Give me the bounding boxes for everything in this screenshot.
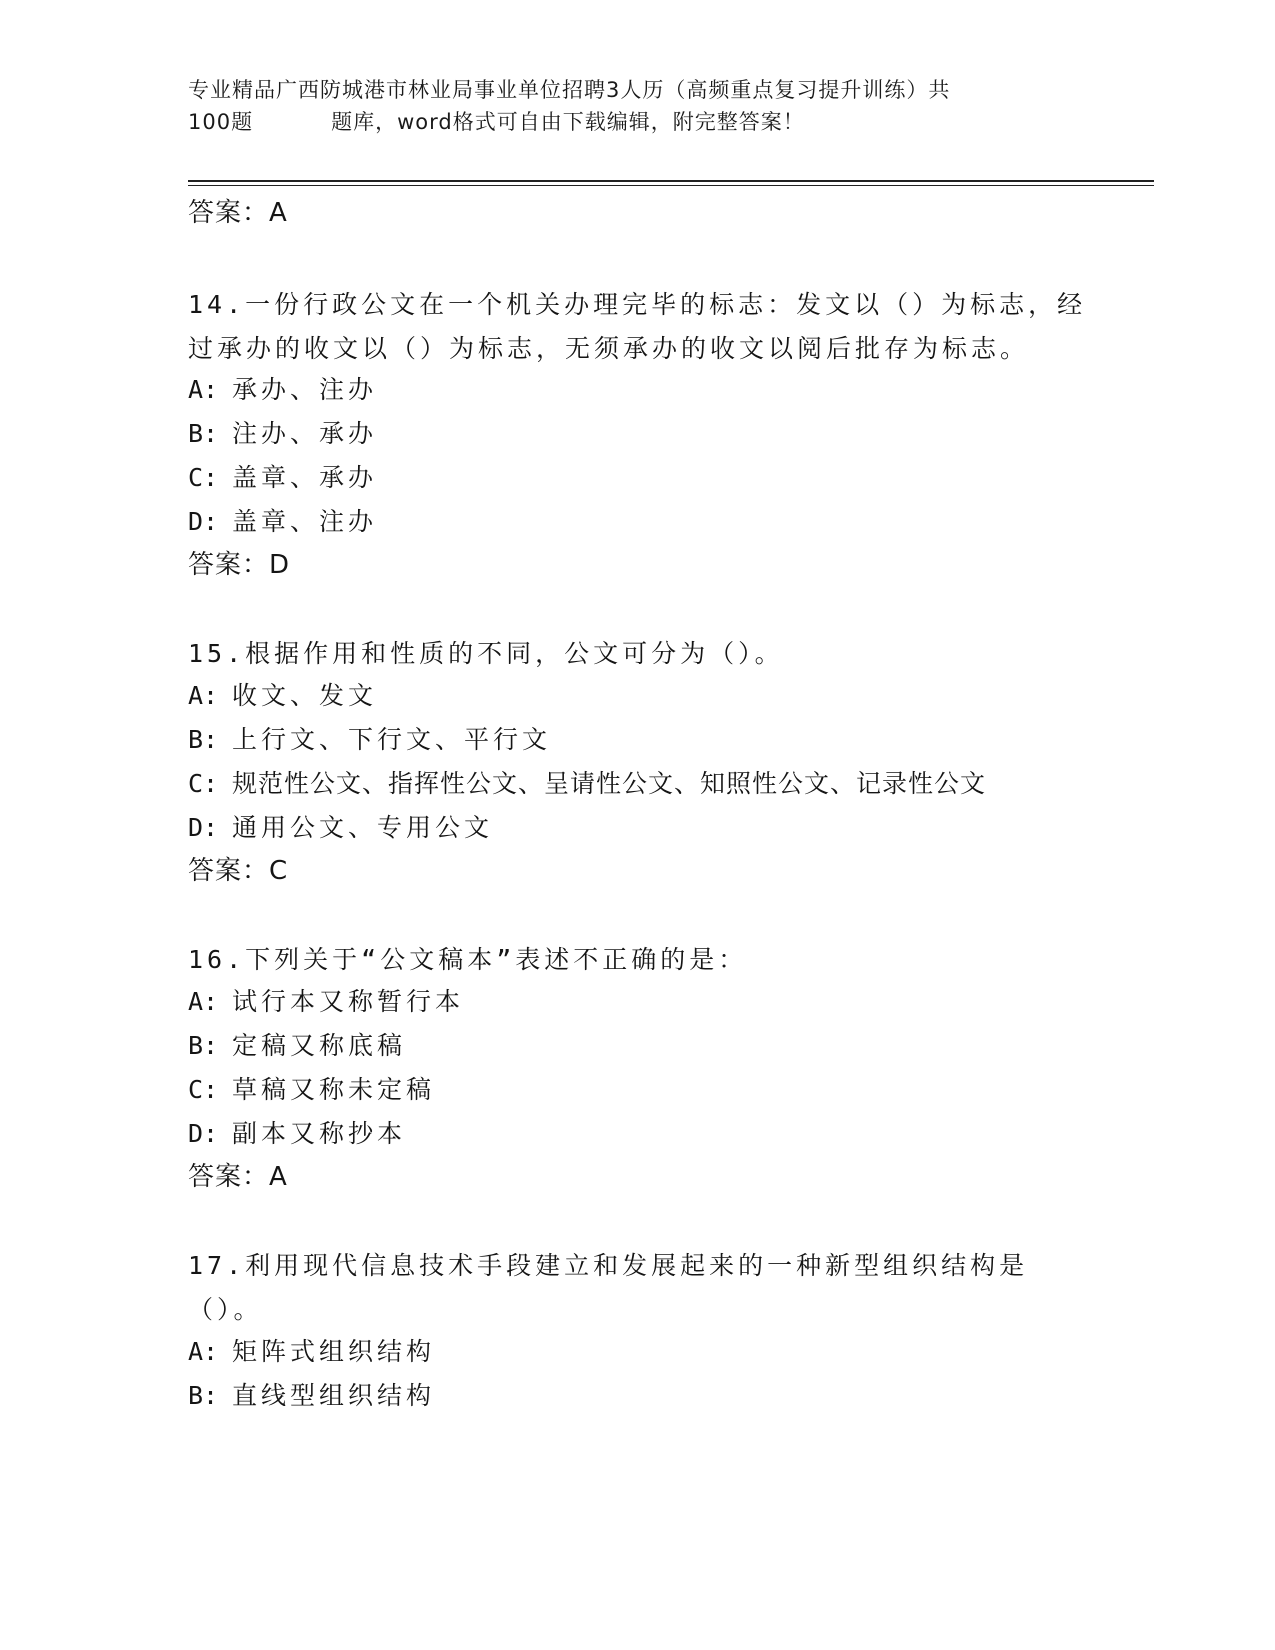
question-15-text: 15.根据作用和性质的不同，公文可分为（）。	[188, 639, 784, 668]
answer-label: 答案：A	[188, 198, 288, 228]
question-16-option-d	[188, 1114, 406, 1150]
header-divider	[188, 180, 1154, 182]
option-text: 盖章、承办	[232, 463, 378, 492]
option-letter: B:	[188, 1031, 219, 1060]
question-16-option-c	[188, 1070, 435, 1106]
question-15-option-a	[188, 676, 377, 712]
option-letter: C:	[188, 769, 219, 798]
header-question-count: 100题	[188, 110, 254, 134]
question-17-option-a	[188, 1332, 435, 1368]
header-divider-thin	[188, 185, 1154, 186]
option-letter: B:	[188, 419, 219, 448]
question-14-option-a	[188, 370, 377, 406]
header-title-line1: 专业精品广西防城港市林业局事业单位招聘3人历（高频重点复习提升训练）共	[188, 78, 951, 102]
option-text: 承办、注办	[232, 375, 378, 404]
option-text: 上行文、下行文、平行文	[232, 725, 552, 754]
option-letter: C:	[188, 1075, 219, 1104]
option-letter: C:	[188, 463, 219, 492]
header-title-line2	[188, 106, 1088, 138]
option-text: 试行本又称暂行本	[232, 987, 465, 1016]
question-14-option-d	[188, 502, 377, 538]
option-text: 通用公文、专用公文	[232, 813, 494, 842]
question-14-option-b	[188, 414, 377, 450]
question-17-option-b	[188, 1376, 435, 1412]
option-letter: D:	[188, 813, 219, 842]
question-15-option-d	[188, 808, 493, 844]
question-16-option-b	[188, 1026, 406, 1062]
option-text: 直线型组织结构	[232, 1381, 436, 1410]
question-14-answer: 答案：D	[188, 550, 291, 580]
option-letter: B:	[188, 725, 219, 754]
option-text: 矩阵式组织结构	[232, 1337, 436, 1366]
option-letter: A:	[188, 375, 219, 404]
option-letter: A:	[188, 987, 219, 1016]
page-header	[188, 74, 1088, 138]
question-14-option-c	[188, 458, 377, 494]
option-text: 草稿又称未定稿	[232, 1075, 436, 1104]
option-letter: D:	[188, 507, 219, 536]
option-letter: A:	[188, 681, 219, 710]
question-15-option-b	[188, 720, 551, 756]
question-16-text: 16.下列关于“公文稿本”表述不正确的是：	[188, 945, 748, 974]
question-14-text: 14.一份行政公文在一个机关办理完毕的标志：发文以（）为标志，经过承办的收文以（）为标志，无须承办的收文以阅后批存为标志。	[188, 290, 1087, 363]
option-text: 副本又称抄本	[232, 1119, 407, 1148]
option-text: 规范性公文、指挥性公文、呈请性公文、知照性公文、记录性公文	[232, 769, 987, 798]
question-15-answer: 答案：C	[188, 856, 289, 886]
option-letter: B:	[188, 1381, 219, 1410]
option-text: 注办、承办	[232, 419, 378, 448]
option-text: 盖章、注办	[232, 507, 378, 536]
question-16-answer: 答案：A	[188, 1162, 288, 1192]
question-15-option-c	[188, 764, 986, 800]
question-16-option-a	[188, 982, 464, 1018]
option-letter: A:	[188, 1337, 219, 1366]
option-letter: D:	[188, 1119, 219, 1148]
header-subtitle: 题库，word格式可自由下载编辑，附完整答案！	[331, 110, 805, 134]
option-text: 收文、发文	[232, 681, 378, 710]
question-17-text: 17.利用现代信息技术手段建立和发展起来的一种新型组织结构是（）。	[188, 1251, 1029, 1324]
option-text: 定稿又称底稿	[232, 1031, 407, 1060]
